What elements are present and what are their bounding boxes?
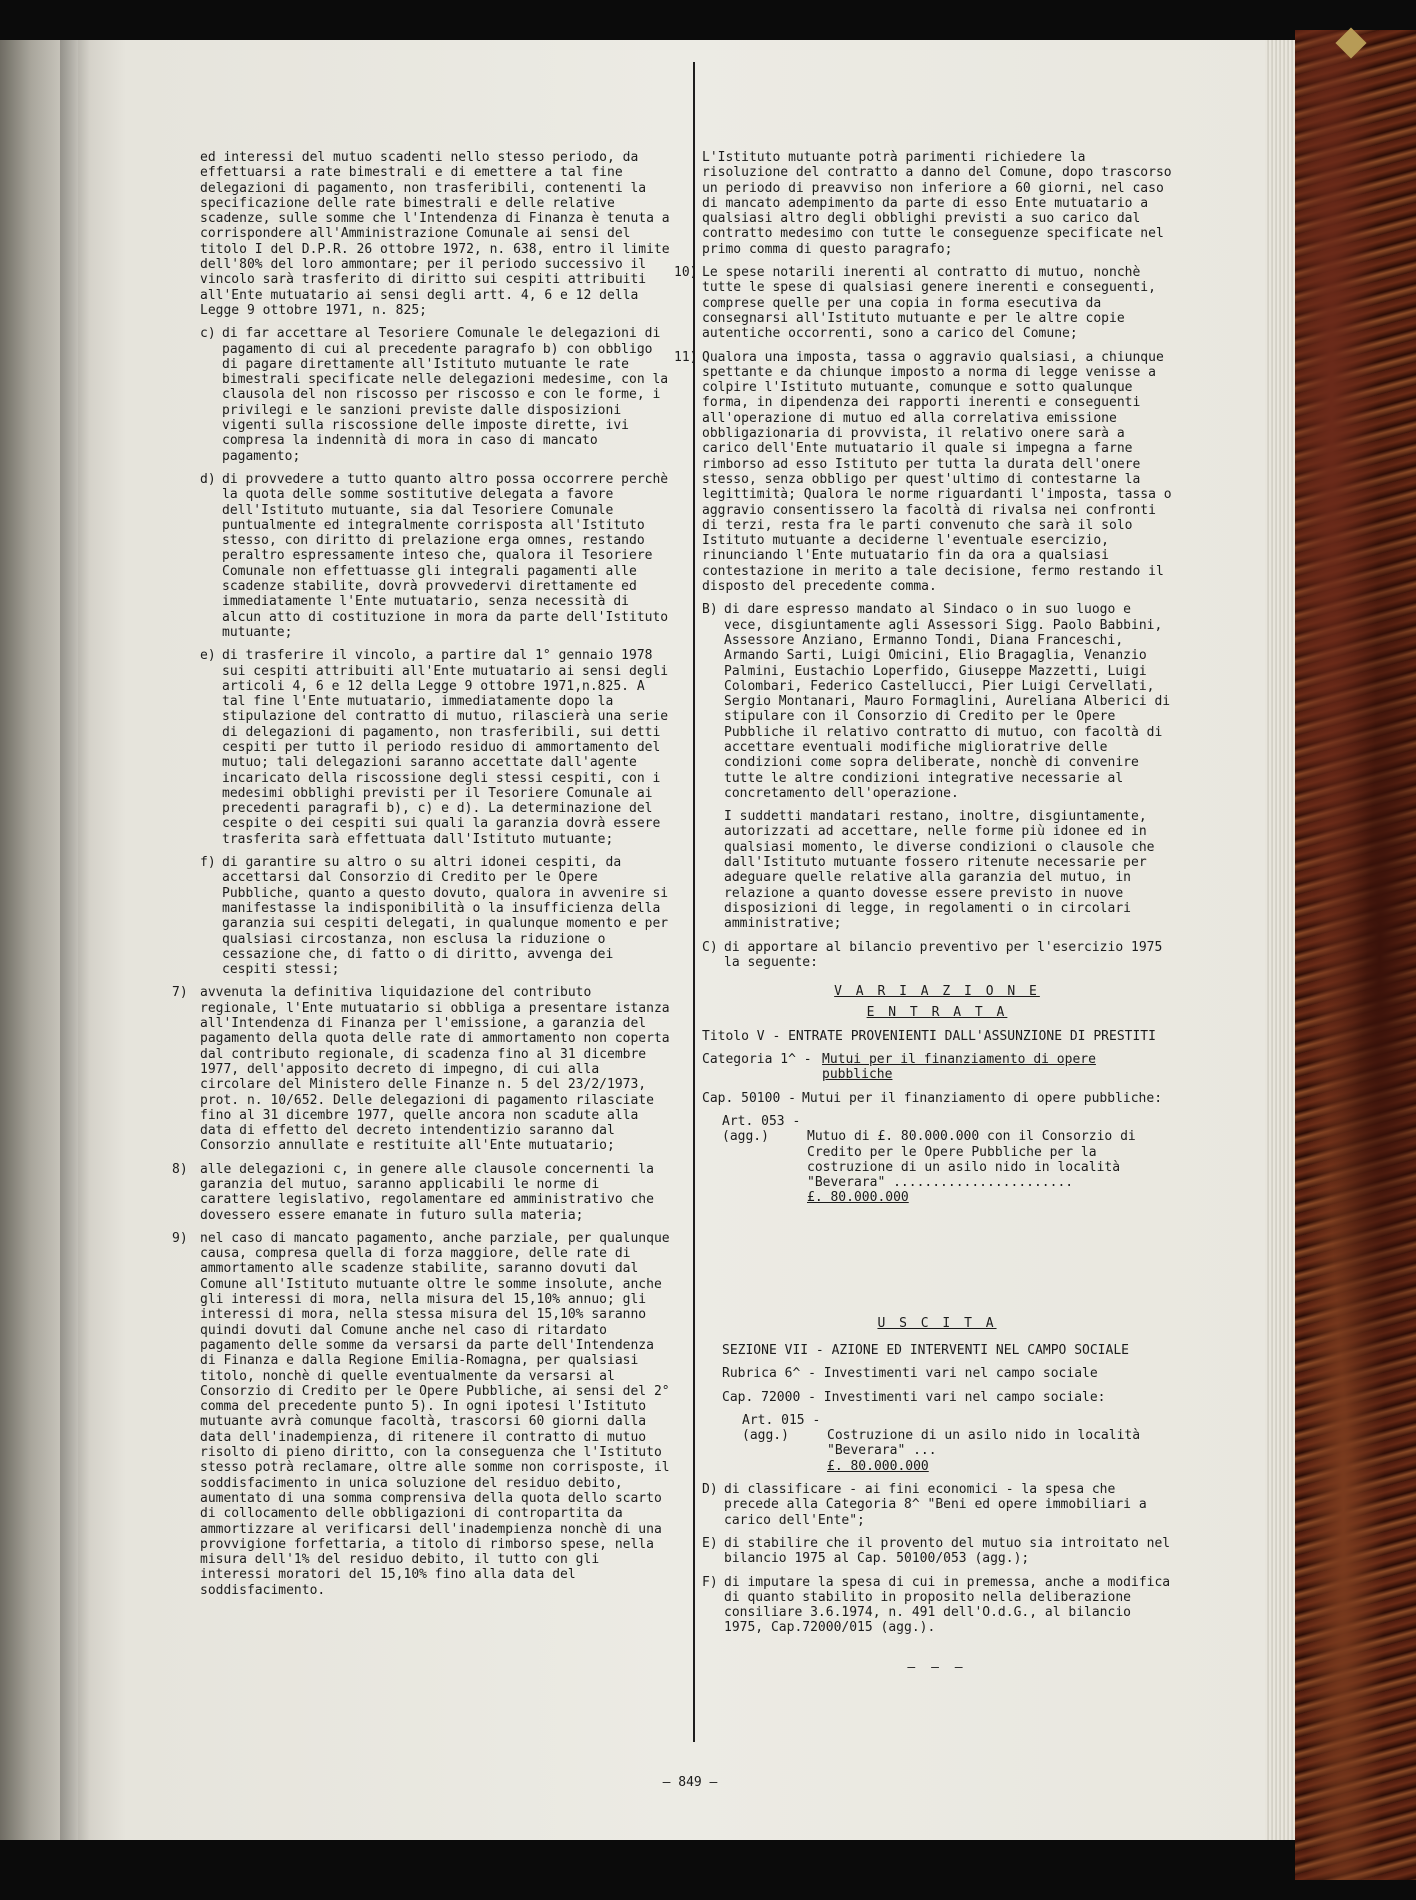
uscita-heading: U S C I T A — [877, 1315, 997, 1331]
page-number: — 849 — — [662, 1775, 718, 1790]
art-uscita-desc: Costruzione di un asilo nido in località "Beverara" ... — [827, 1428, 1141, 1459]
clause-label: B) — [702, 602, 718, 618]
variazione-heading: V A R I A Z I O N E — [834, 984, 1040, 1000]
clause-b — [702, 602, 1172, 801]
clause-9 — [172, 1230, 670, 1598]
clause-text: di dare espresso mandato al Sindaco o in suo luogo e vece, disgiuntamente agli Assessori Sigg. Paolo Babbini, Assessore Anziano, Ermanno Tondi, Diana Franceschi, Armando Sarti, Luigi Omicini, Elio Bragaglia, Venanzio Palmini, Eustachio Loperfido, Giuseppe Mazzetti, Luigi Colombari, Federico Castellucci, Pier Luigi Cervellati, Sergio Montanari, Mauro Formaglini, Aureliana Alberici di stipulare con il Consorzio di Credito per le Opere Pubbliche il relativo contratto di mutuo, con facoltà di accettare eventuali modifiche miglioratrive delle condizioni come sopra deliberate, nonchè di convenire tutte le altre condizioni integrative necessarie al concretamento dell'operazione. — [724, 602, 1171, 801]
titolo-line: Titolo V - ENTRATE PROVENIENTI DALL'ASSUNZIONE DI PRESTITI — [702, 1028, 1156, 1044]
clause-e-upper — [702, 1536, 1172, 1567]
clause-label: 9) — [172, 1230, 188, 1246]
clause-label: D) — [702, 1482, 718, 1498]
clause-label: e) — [200, 648, 216, 664]
art-entrata-amount: £. 80.000.000 — [807, 1190, 909, 1206]
left-intro-paragraph: ed interessi del mutuo scadenti nello stesso periodo, da effettuarsi a rate bimestrali e di emettere a tal fine delegazioni di pagamento, non trasferibili, contenenti la specificazione delle rate bimestrali e delle relative scadenze, sulle somme che l'Intendenza di Finanza è tenuta a corrispondere all'Amministrazione Comunale ai sensi del titolo I del D.P.R. 26 ottobre 1972, n. 638, entro il limite dell'80% del loro ammontare; per il periodo successivo il vincolo sarà trasferito di diritto sui cespiti attribuiti all'Ente mutuatario ai sensi degli artt. 4, 6 e 12 della Legge 9 ottobre 1971, n. 825; — [200, 150, 670, 318]
clause-f-upper — [702, 1575, 1172, 1636]
clause-text: alle delegazioni c, in genere alle clausole concernenti la garanzia del mutuo, saranno applicabili le norme di carattere legislativo, regolamentare ed amministrativo che dovessero essere emanate in futuro sulla materia; — [200, 1161, 654, 1223]
art-entrata-text — [807, 1114, 1172, 1206]
clause-label: d) — [200, 471, 216, 487]
clause-label: F) — [702, 1574, 718, 1590]
categoria-line — [702, 1052, 1172, 1083]
clause-f — [200, 855, 670, 977]
clause-text: di imputare la spesa di cui in premessa, anche a modifica di quanto stabilito in proposito nella deliberazione consiliare 3.6.1974, n. 491 dell'O.d.G., al bilancio 1975, Cap.72000/015 (agg.). — [724, 1574, 1171, 1636]
clause-label: 11) — [674, 349, 698, 365]
clause-label: 8) — [172, 1161, 188, 1177]
categoria-text: Mutui per il finanziamento di opere pubbliche — [822, 1052, 1096, 1083]
clause-text: di apportare al bilancio preventivo per l'esercizio 1975 la seguente: — [724, 939, 1163, 970]
left-column — [172, 150, 670, 1606]
rubrica-line: Rubrica 6^ - Investimenti vari nel campo sociale — [722, 1366, 1098, 1382]
art-uscita-line — [742, 1413, 1172, 1474]
clause-8 — [172, 1161, 670, 1223]
clause-text: di trasferire il vincolo, a partire dal 1° gennaio 1978 sui cespiti attribuiti all'Ente mutuatario ai sensi degli articoli 4, 6 e 12 della Legge 9 ottobre 1971,n.825. A tal fine l'Ente mutuatario, immediatamente dopo la stipulazione del contratto di mutuo, rilascierà una serie di delegazioni di pagamento, non trasferibili, sui detti cespiti per tutto il periodo residuo di ammortamento del mutuo; tali delegazioni saranno accettate dall'agente incaricato della riscossione degli stessi cespiti, con i medesimi obblighi previsti per il Tesoriere Comunale ai precedenti paragrafi b), c) e d). La determinazione del cespite o dei cespiti sui quali la garanzia dovrà essere trasferita sarà effettuata dall'Istituto mutuante; — [222, 648, 669, 847]
clause-text: di stabilire che il provento del mutuo sia introitato nel bilancio 1975 al Cap. 50100/053 (agg.); — [724, 1535, 1171, 1567]
clause-10 — [674, 265, 1172, 342]
clause-text: di garantire su altro o su altri idonei cespiti, da accettarsi dal Consorzio di Credito per le Opere Pubbliche, quanto a questo dovuto, qualora in avvenire si manifestasse la indisponibilità o la insufficienza della garanzia sui cespiti delegati, in qualunque momento e per qualsiasi circostanza, non esclusa la riduzione o cessazione che, di fatto o di diritto, avvenga dei cespiti stessi; — [222, 855, 669, 978]
clause-text: di classificare - ai fini economici - la spesa che precede alla Categoria 8^ "Beni ed opere immobiliari a carico dell'Ente"; — [724, 1482, 1147, 1528]
cap-entrata-label: Cap. 50100 - — [702, 1090, 796, 1106]
clause-11 — [674, 349, 1172, 595]
gutter-shadow — [60, 40, 90, 1840]
clause-label: c) — [200, 326, 216, 342]
cap-entrata-text: Mutui per il finanziamento di opere pubbliche: — [802, 1090, 1163, 1106]
clause-label: C) — [702, 939, 718, 955]
clause-text: avvenuta la definitiva liquidazione del contributo regionale, l'Ente mutuatario si obbliga a presentare istanza all'Intendenza di Finanza per l'emissione, a garanzia del pagamento della quota delle rate di ammortamento non coperta dal contributo regionale, di scadenza fino al 31 dicembre 1977, dell'apposito decreto di impegno, di cui alla circolare del Ministero delle Finanze n. 5 del 23/2/1973, prot. n. 10/652. Delle delegazioni di pagamento rilasciate fino al 31 dicembre 1977, quelle ancora non scadute alla data di effetto del decreto intendentizio saranno dal Consorzio annullate e restituite all'Ente mutuatario; — [200, 985, 670, 1154]
cap-uscita-line: Cap. 72000 - Investimenti vari nel campo sociale: — [722, 1389, 1106, 1405]
right-intro-paragraph: L'Istituto mutuante potrà parimenti richiedere la risoluzione del contratto a danno del Comune, dopo trascorso un periodo di preavviso non inferiore a 60 giorni, nel caso di mancato adempimento da parte di esso Ente mutuatario a qualsiasi altro degli obblighi previsti a suo carico dal contratto medesimo con tutte le conseguenze specificate nel primo comma di questo paragrafo; — [702, 150, 1172, 257]
page-stack-edge — [1265, 40, 1295, 1840]
clause-d-upper — [702, 1482, 1172, 1528]
clause-text: I suddetti mandatari restano, inoltre, disgiuntamente, autorizzati ad accettare, nelle forme più idonee ed in qualsiasi momento, le diverse condizioni o clausole che dall'Istituto mutuante fossero ritenute necessarie per adeguare quelle relative alla garanzia del mutuo, in relazione a quanto dovesse essere previsto in nuove disposizioni di legge, in regolamenti o in circolari amministrative; — [724, 809, 1155, 932]
clause-label: f) — [200, 855, 216, 871]
clause-text: Le spese notarili inerenti al contratto di mutuo, nonchè tutte le spese di qualsiasi genere inerenti e conseguenti, comprese quelle per una copia in forma esecutiva da consegnarsi all'Istituto mutuante e per le altre copie autentiche occorrenti, sono a carico del Comune; — [702, 265, 1156, 342]
right-column — [674, 150, 1172, 1675]
cap-entrata-line — [702, 1091, 1172, 1106]
clause-label: 10) — [674, 265, 698, 281]
clause-text: Qualora una imposta, tassa o aggravio qualsiasi, a chiunque spettante e da chiunque imposto a norma di legge venisse a colpire l'Istituto mutuante, comunque e sotto qualunque forma, in dipendenza dei rapporti inerenti e conseguenti all'operazione di mutuo ed alla correlativa emissione obbligazionaria di provvista, il relativo onere sarà a carico dell'Ente mutuatario il quale si impegna a farne rimborso ad esso Istituto per tutta la durata dell'onere stesso, senza obbligo per quest'ultimo di contestarne la legittimità; Qualora le norme riguardanti l'imposta, tassa o aggravio consentissero la facoltà di rivalsa nei confronti di terzi, resta fra le parti convenuto che sarà il solo Istituto mutuante a deciderne l'eventuale esercizio, rinunciando l'Ente mutuatario fin da ora a qualsiasi contestazione in merito a tale decisione, fermo restando il disposto del precedente comma. — [702, 349, 1172, 595]
clause-text: di far accettare al Tesoriere Comunale le delegazioni di pagamento di cui al precedente paragrafo b) con obbligo di pagare direttamente all'Istituto mutuante le rate bimestrali specificate nelle delegazioni medesime, con la clausola del non riscosso per riscosso e con le forme, i privilegi e le sanzioni previste dalle disposizioni vigenti sulla riscossione delle imposte dirette, ivi compresa la indennità di mora in caso di mancato pagamento; — [222, 326, 669, 464]
clause-c — [200, 326, 670, 464]
clause-d — [200, 472, 670, 640]
clause-7 — [172, 985, 670, 1154]
categoria-label: Categoria 1^ - — [702, 1052, 812, 1068]
art-uscita-amount: £. 80.000.000 — [827, 1458, 929, 1474]
clause-label: E) — [702, 1535, 718, 1551]
clause-e — [200, 648, 670, 847]
sezione-line: SEZIONE VII - AZIONE ED INTERVENTI NEL CAMPO SOCIALE — [722, 1343, 1129, 1358]
clause-text: nel caso di mancato pagamento, anche parziale, per qualunque causa, compresa quella di forza maggiore, delle rate di ammortamento alle scadenze stabilite, saranno dovuti dal Comune all'Istituto mutuante oltre le somme insolute, anche gli interessi di mora, nella misura del 15,10% annuo; gli interessi di mora, nella stessa misura del 15,10% saranno quindi dovuti dal Comune anche nel caso di ritardato pagamento delle somme da versarsi da parte dell'Intendenza di Finanza e dalla Regione Emilia-Romagna, per qualsiasi titolo, nonchè di quelle eventualmente da versarsi al Consorzio di Credito per le Opere Pubbliche, ai sensi del 2° comma del precedente punto 5). In ogni ipotesi l'Istituto mutuante avrà comunque facoltà, trascorsi 60 giorni dalla data dell'inadempienza, di ritenere il contratto di mutuo risolto di pieno diritto, con la conseguenza che l'Istituto stesso potrà reclamare, oltre alle somme non corrisposte, il soddisfacimento in unica soluzione del residuo debito, aumentato di una somma comprensiva della quota dello scarto di collocamento delle obbligazioni di contropartita da ammortizzare al verificarsi dell'inadempienza nonchè di una provvigione forfettaria, a titolo di rimborso spese, nella misura dell'1% del residuo debito, il tutto con gli interessi moratori del 15,10% fino alla data del soddisfacimento. — [200, 1230, 670, 1598]
marbled-binding — [1295, 30, 1416, 1880]
entrata-heading: E N T R A T A — [866, 1005, 1008, 1021]
clause-text: di provvedere a tutto quanto altro possa occorrere perchè la quota delle somme sostitutive delegata a favore dell'Istituto mutuante, sia dal Tesoriere Comunale puntualmente ed integralmente corrisposta all'Istituto stesso, con diritto di prelazione erga omnes, restando peraltro espressamente inteso che, qualora il Tesoriere Comunale non effettuasse gli integrali pagamenti alle scadenze stabilite, dovrà provvedervi direttamente ed immediatamente l'Ente mutuatario, senza necessità di alcun atto di costituzione in mora da parte dell'Istituto mutuante; — [222, 471, 669, 640]
art-entrata-line — [722, 1114, 1172, 1206]
art-uscita-label: Art. 015 - (agg.) — [742, 1412, 821, 1444]
art-uscita-text — [827, 1413, 1172, 1474]
clause-b-continuation — [702, 809, 1172, 931]
art-entrata-label: Art. 053 - (agg.) — [722, 1113, 801, 1145]
art-entrata-desc: Mutuo di £. 80.000.000 con il Consorzio di Credito per le Opere Pubbliche per la costruzione di un asilo nido in località "Beverara" ....................... — [807, 1129, 1136, 1191]
clause-label: 7) — [172, 985, 188, 1001]
clause-c-upper — [702, 940, 1172, 971]
closing-dashes: — — — — [907, 1659, 967, 1675]
